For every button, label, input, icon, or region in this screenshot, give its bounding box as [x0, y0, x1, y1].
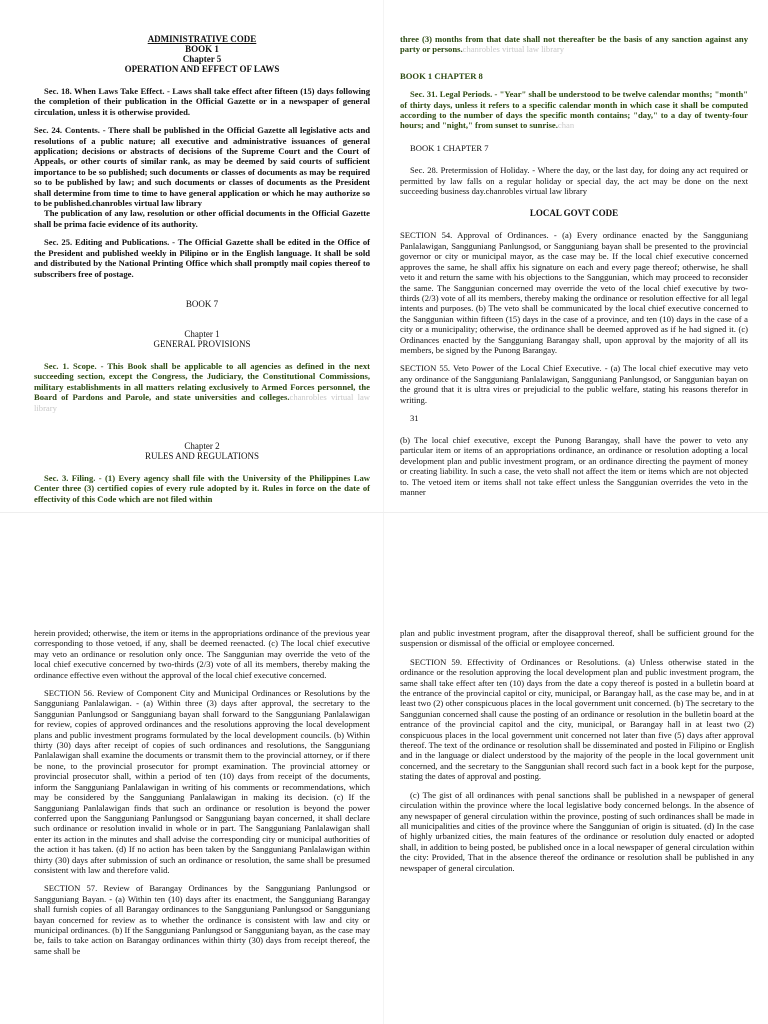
chapter-title: OPERATION AND EFFECT OF LAWS	[124, 64, 280, 74]
section-55: SECTION 55. Veto Power of the Local Chief Executive. - (a) The local chief executive may veto any ordinance of the Sangguniang Panlalawigan, Sangguniang Panlungsod, or Sanggunian bayan on the ground that it is ultra vires or prejudicial to the public welfare, stating his reasons therefor in writing.	[400, 363, 748, 405]
watermark-text: chan	[557, 120, 575, 131]
book-1-chapter-7-heading: BOOK 1 CHAPTER 7	[410, 142, 489, 153]
section-3-continued	[400, 34, 748, 55]
chapter-1-title: GENERAL PROVISIONS	[153, 338, 251, 349]
section-31-text: Sec. 31. Legal Periods. - "Year" shall be understood to be twelve calendar months; "month" of thirty days, unless it refers to a specific calendar month in which case it shall be computed according to the number of days the specific month contains; "day," to a day of twenty-four hours; and "night," from sunset to sunrise.	[400, 89, 748, 131]
section-18: Sec. 18. When Laws Take Effect. - Laws shall take effect after fifteen (15) days following the completion of their publication in the Official Gazette or in a newspaper of general circulation, unless it is otherwise provided.	[34, 86, 370, 117]
section-3-filing: Sec. 3. Filing. - (1) Every agency shall file with the University of the Philippines Law Center three (3) certified copies of every rule adopted by it. Rules in force on the date of effectivity of this Code which are not filed within	[34, 472, 370, 504]
section-59: SECTION 59. Effectivity of Ordinances or Resolutions. (a) Unless otherwise stated in the ordinance or the resolution approving the local development plan and public investment program, the same shall take effect after ten (10) days from the date a copy thereof is posted in a bulletin board at the entrance of the provincial capitol or city, municipal, or Barangay hall, as the case may be, and in at least two (2) other conspicuous places in the local government unit concerned. (b) The secretary to the Sanggunian concerned shall cause the posting of an ordinance or resolution in the bulletin board at the entrance of the provincial capitol and the city, municipal, or Barangay hall in at least two (2) conspicuous places in the local government unit concerned not later than five (5) days after approval thereof. The text of the ordinance or resolution shall be disseminated and posted in Filipino or English and in the language or dialect understood by the majority of the people in the local government unit concerned, and the secretary to the Sanggunian shall record such fact in a book kept for the purpose, stating the dates of approval and posting.	[400, 656, 754, 782]
section-59-c: (c) The gist of all ordinances with penal sanctions shall be published in a newspaper of general circulation within the province where the local legislative body concerned belongs. In the absence of any newspaper of general circulation within the province, posting of such ordinances shall be made in all municipalities and cities of the province where the Sanggunian of origin is situated. (d) In the case of highly urbanized cities, the main features of the ordinance or resolution duly enacted or adopted shall, in addition to being posted, be published once in a local newspaper of general circulation within the city: Provided, That in the absence thereof the ordinance or resolution shall be published in any newspaper of general circulation.	[400, 789, 754, 873]
chapter-2-title: RULES AND REGULATIONS	[144, 450, 259, 461]
section-55-continued: herein provided; otherwise, the item or items in the appropriations ordinance of the previous year corresponding to those vetoed, if any, shall be deemed reenacted. (c) The local chief executive may veto an ordinance or resolution only once. The Sanggunian may override the veto of the local chief executive concerned by two-thirds (2/3) vote of all its members, thereby making the ordinance effective even without the approval of the local chief executive concerned.	[34, 628, 370, 680]
section-24-publication: The publication of any law, resolution or other official documents in the Official Gazette shall be prima facie evidence of its authority.	[34, 208, 370, 229]
page-bottom-right	[384, 512, 768, 1024]
watermark-text: chanrobles virtual law library	[34, 392, 370, 413]
section-54: SECTION 54. Approval of Ordinances. - (a) Every ordinance enacted by the Sangguniang Panlalawigan, Sangguniang Panlungsod, or Sangguniang bayan shall be presented to the provincial governor or city or municipal mayor, as the case may be. If the local chief executive concerned approves the same, he shall affix his signature on each and every page thereof; otherwise, he shall veto it and return the same with his objections to the Sanggunian, which may proceed to reconsider the same. The Sanggunian concerned may override the veto of the local chief executive by two-thirds (2/3) vote of all its members, thereby making the ordinance or resolution effective for all legal intents and purposes. (b) The veto shall be communicated by the local chief executive concerned to the Sanggunian within fifteen (15) days in the case of a province, and ten (10) days in the case of a city or a municipality; otherwise, the ordinance shall be deemed approved as if he had signed it. (c) Ordinances enacted by the Sangguniang Barangay shall, upon approval by the majority of all its members, be signed by the Punong Barangay.	[400, 230, 748, 355]
book-heading: BOOK 1	[185, 44, 219, 54]
page-number: 31	[410, 412, 419, 423]
book-1-chapter-8-heading: BOOK 1 CHAPTER 8	[400, 70, 483, 81]
local-govt-code-heading: LOCAL GOVT CODE	[529, 208, 619, 219]
section-56: SECTION 56. Review of Component City and Municipal Ordinances or Resolutions by the Sangguniang Panlalawigan. - (a) Within three (3) days after approval, the secretary to the Sanggunian Panlungsod or Sangguniang bayan shall forward to the Sangguniang Panlalawigan for review, copies of approved ordinances and the resolutions approving the local development plans and public investment programs formulated by the local development councils. (b) Within thirty (30) days after receipt of copies of such ordinances and resolutions, the Sangguniang Panlalawigan shall examine the documents or transmit them to the provincial attorney, or if there be none, to the provincial prosecutor for prompt examination. The provincial attorney or provincial prosecutor shall, within a period of ten (10) days from receipt of the documents, inform the Sangguniang Panlalawigan in writing of his comments or recommendations, which may be considered by the Sangguniang Panlalawigan in making its decision. (c) If the Sangguniang Panlalawigan finds that such an ordinance or resolution is beyond the power conferred upon the Sangguniang Panlungsod or Sangguniang bayan concerned, it shall declare such ordinance or resolution invalid in whole or in part. The Sangguniang Panlalawigan shall enter its action in the minutes and shall advise the corresponding city or municipal authorities of the action it has taken. (d) If no action has been taken by the Sangguniang Panlalawigan within thirty (30) days after submission of such an ordinance or resolution, the same shall be presumed consistent with law and therefore valid.	[34, 688, 370, 875]
chapter-2-heading: Chapter 2	[184, 440, 220, 451]
watermark-text: chanrobles virtual law library	[462, 44, 565, 55]
book-7-heading: BOOK 7	[185, 298, 219, 309]
section-28: Sec. 28. Pretermission of Holiday. - Where the day, or the last day, for doing any act required or permitted by law falls on a regular holiday or special day, the act may be done on the next succeeding business day.chanrobles virtual law library	[400, 165, 748, 197]
section-55-b: (b) The local chief executive, except the Punong Barangay, shall have the power to veto any particular item or items of an appropriations ordinance, an ordinance or resolution adopting a local development plan and public investment program, or an ordinance directing the payment of money or creating liability. In such a case, the veto shall not affect the item or items which are not objected to. The vetoed item or items shall not take effect unless the Sanggunian overrides the veto in the manner	[400, 434, 748, 497]
section-25: Sec. 25. Editing and Publications. - The Official Gazette shall be edited in the Office of the President and published weekly in Pilipino or in the English language. It shall be sold and distributed by the National Printing Office which shall promptly mail copies thereof to subscribers free of postage.	[34, 237, 370, 279]
section-24: Sec. 24. Contents. - There shall be published in the Official Gazette all legislative acts and resolutions of a public nature; all executive and administrative issuances of general application; decisions or abstracts of decisions of the Supreme Court and the Court of Appeals, or other courts of similar rank, as may be deemed by said courts of sufficient importance to be so published; such documents or classes of documents as may be required so to be published by law; and such documents or classes of documents as the President shall determine from time to time to have general application or which he may authorize so to be published.chanrobles virtual law library	[34, 125, 370, 209]
code-title: ADMINISTRATIVE CODE	[147, 34, 257, 44]
section-57: SECTION 57. Review of Barangay Ordinances by the Sangguniang Panlungsod or Sangguniang Bayan. - (a) Within ten (10) days after its enactment, the Sangguniang Barangay shall furnish copies of all Barangay ordinances to the Sangguniang Panlungsod or Sangguniang bayan concerned for review as to whether the ordinance is consistent with law and city or municipal ordinances. (b) If the Sangguniang Panlungsod or Sangguniang bayan, as the case may be, fails to take action on Barangay ordinances within thirty (30) days from receipt thereof, the same shall be	[34, 883, 370, 956]
section-31	[400, 89, 748, 131]
page-top-left	[0, 0, 384, 512]
page-bottom-left	[0, 512, 384, 1024]
section-58-continued: plan and public investment program, after the disapproval thereof, shall be sufficient ground for the suspension or dismissal of the official or employee concerned.	[400, 628, 754, 649]
chapter-heading: Chapter 5	[182, 54, 222, 64]
section-3-continued-text: three (3) months from that date shall not thereafter be the basis of any sanction against any party or persons.	[400, 34, 748, 55]
section-1-scope	[34, 361, 370, 413]
chapter-1-heading: Chapter 1	[184, 328, 220, 339]
page-top-right	[384, 0, 768, 512]
section-1-text: Sec. 1. Scope. - This Book shall be applicable to all agencies as defined in the next succeeding section, except the Congress, the Judiciary, the Constitutional Commissions, military establishments in all matters relating exclusively to Armed Forces personnel, the Board of Pardons and Parole, and state universities and colleges.	[34, 360, 370, 403]
